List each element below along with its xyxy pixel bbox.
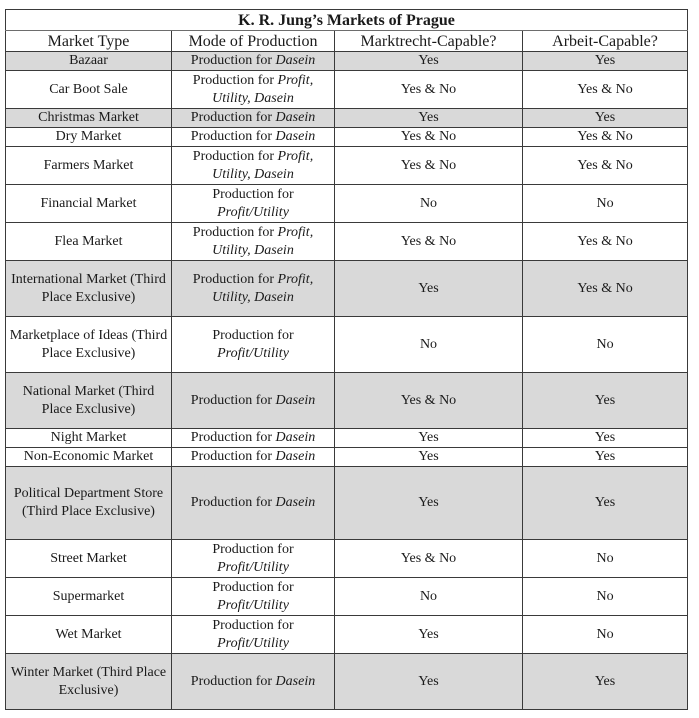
marktrecht-cell: No <box>335 317 523 373</box>
arbeit-cell: No <box>523 185 688 223</box>
mode-emphasis: Profit/Utility <box>217 597 289 613</box>
table-row <box>6 128 688 147</box>
marktrecht-cell: Yes & No <box>335 373 523 429</box>
table-row <box>6 71 688 109</box>
mode-of-production-cell <box>172 578 335 616</box>
table-row <box>6 540 688 578</box>
table-row <box>6 429 688 448</box>
arbeit-cell: No <box>523 578 688 616</box>
table-row <box>6 223 688 261</box>
table-row <box>6 448 688 467</box>
mode-emphasis: Profit, Utility, Dasein <box>212 224 314 258</box>
mode-emphasis: Profit/Utility <box>217 345 289 361</box>
mode-prefix: Production for <box>192 224 278 240</box>
market-type-cell: Farmers Market <box>6 147 172 185</box>
mode-emphasis: Profit, Utility, Dasein <box>212 271 314 305</box>
market-type-cell: Christmas Market <box>6 109 172 128</box>
arbeit-cell: Yes & No <box>523 128 688 147</box>
market-type-cell: Bazaar <box>6 52 172 71</box>
header-row <box>6 31 688 52</box>
marktrecht-cell: Yes <box>335 109 523 128</box>
marktrecht-cell: Yes & No <box>335 71 523 109</box>
market-type-cell: Dry Market <box>6 128 172 147</box>
market-type-cell: International Market (Third Place Exclusive) <box>6 261 172 317</box>
mode-of-production-cell <box>172 109 335 128</box>
mode-emphasis: Dasein <box>275 53 316 68</box>
arbeit-cell: Yes <box>523 109 688 128</box>
mode-prefix: Production for <box>212 617 294 633</box>
mode-emphasis: Dasein <box>275 449 316 464</box>
mode-emphasis: Profit, Utility, Dasein <box>212 72 314 106</box>
table-title: K. R. Jung’s Markets of Prague <box>6 10 688 31</box>
mode-emphasis: Dasein <box>275 110 316 125</box>
mode-emphasis: Profit, Utility, Dasein <box>212 148 314 182</box>
arbeit-cell: Yes <box>523 373 688 429</box>
arbeit-cell: Yes & No <box>523 147 688 185</box>
market-type-cell: Wet Market <box>6 616 172 654</box>
table-body <box>6 52 688 710</box>
mode-of-production-cell <box>172 128 335 147</box>
mode-prefix: Production for <box>212 327 294 343</box>
arbeit-cell: Yes <box>523 52 688 71</box>
arbeit-cell: Yes <box>523 654 688 710</box>
mode-of-production-cell <box>172 429 335 448</box>
mode-prefix: Production for <box>190 129 276 144</box>
marktrecht-cell: Yes <box>335 654 523 710</box>
arbeit-cell: Yes <box>523 429 688 448</box>
arbeit-cell: Yes & No <box>523 71 688 109</box>
market-type-cell: Night Market <box>6 429 172 448</box>
mode-prefix: Production for <box>192 148 278 164</box>
table-row <box>6 109 688 128</box>
mode-prefix: Production for <box>190 430 276 445</box>
marktrecht-cell: No <box>335 185 523 223</box>
column-header-arbeit-capable: Arbeit-Capable? <box>523 31 688 52</box>
table-row <box>6 317 688 373</box>
column-header-marktrecht-capable: Marktrecht-Capable? <box>335 31 523 52</box>
market-type-cell: Financial Market <box>6 185 172 223</box>
mode-of-production-cell <box>172 317 335 373</box>
arbeit-cell: Yes & No <box>523 261 688 317</box>
marktrecht-cell: Yes <box>335 261 523 317</box>
marktrecht-cell: Yes <box>335 429 523 448</box>
mode-of-production-cell <box>172 223 335 261</box>
arbeit-cell: No <box>523 540 688 578</box>
marktrecht-cell: Yes & No <box>335 223 523 261</box>
mode-prefix: Production for <box>190 495 276 510</box>
mode-prefix: Production for <box>190 53 276 68</box>
column-header-market-type: Market Type <box>6 31 172 52</box>
market-type-cell: Flea Market <box>6 223 172 261</box>
mode-of-production-cell <box>172 71 335 109</box>
market-type-cell: Car Boot Sale <box>6 71 172 109</box>
table-row <box>6 373 688 429</box>
marktrecht-cell: Yes <box>335 467 523 540</box>
column-header-mode-of-production: Mode of Production <box>172 31 335 52</box>
marktrecht-cell: Yes <box>335 52 523 71</box>
mode-prefix: Production for <box>192 72 278 88</box>
market-type-cell: Street Market <box>6 540 172 578</box>
table-row <box>6 147 688 185</box>
market-type-cell: National Market (Third Place Exclusive) <box>6 373 172 429</box>
mode-of-production-cell <box>172 147 335 185</box>
marktrecht-cell: Yes <box>335 616 523 654</box>
table-row <box>6 467 688 540</box>
mode-prefix: Production for <box>212 541 294 557</box>
table-row <box>6 654 688 710</box>
mode-prefix: Production for <box>192 271 278 287</box>
mode-of-production-cell <box>172 52 335 71</box>
mode-prefix: Production for <box>190 449 276 464</box>
table-row <box>6 52 688 71</box>
mode-prefix: Production for <box>190 392 276 408</box>
marktrecht-cell: Yes & No <box>335 147 523 185</box>
arbeit-cell: Yes & No <box>523 223 688 261</box>
marktrecht-cell: Yes & No <box>335 540 523 578</box>
mode-emphasis: Profit/Utility <box>217 204 289 220</box>
mode-emphasis: Dasein <box>275 673 316 689</box>
mode-emphasis: Dasein <box>275 129 316 144</box>
market-type-cell: Political Department Store (Third Place Exclusive) <box>6 467 172 540</box>
mode-prefix: Production for <box>190 673 276 689</box>
marktrecht-cell: No <box>335 578 523 616</box>
mode-of-production-cell <box>172 467 335 540</box>
mode-of-production-cell <box>172 185 335 223</box>
mode-of-production-cell <box>172 616 335 654</box>
mode-of-production-cell <box>172 654 335 710</box>
arbeit-cell: Yes <box>523 467 688 540</box>
table-row <box>6 185 688 223</box>
mode-of-production-cell <box>172 261 335 317</box>
market-type-cell: Marketplace of Ideas (Third Place Exclusive) <box>6 317 172 373</box>
mode-prefix: Production for <box>212 579 294 595</box>
mode-emphasis: Dasein <box>275 392 316 408</box>
mode-of-production-cell <box>172 373 335 429</box>
mode-emphasis: Profit/Utility <box>217 559 289 575</box>
mode-of-production-cell <box>172 448 335 467</box>
mode-emphasis: Dasein <box>275 495 316 510</box>
table-row <box>6 578 688 616</box>
market-type-cell: Non-Economic Market <box>6 448 172 467</box>
arbeit-cell: No <box>523 616 688 654</box>
mode-prefix: Production for <box>212 186 294 202</box>
title-row <box>6 10 688 31</box>
marktrecht-cell: Yes & No <box>335 128 523 147</box>
table-row <box>6 616 688 654</box>
arbeit-cell: No <box>523 317 688 373</box>
mode-prefix: Production for <box>190 110 276 125</box>
mode-emphasis: Dasein <box>275 430 316 445</box>
mode-of-production-cell <box>172 540 335 578</box>
market-type-cell: Winter Market (Third Place Exclusive) <box>6 654 172 710</box>
market-type-cell: Supermarket <box>6 578 172 616</box>
marktrecht-cell: Yes <box>335 448 523 467</box>
table-row <box>6 261 688 317</box>
markets-table <box>5 9 688 710</box>
mode-emphasis: Profit/Utility <box>217 635 289 651</box>
arbeit-cell: Yes <box>523 448 688 467</box>
